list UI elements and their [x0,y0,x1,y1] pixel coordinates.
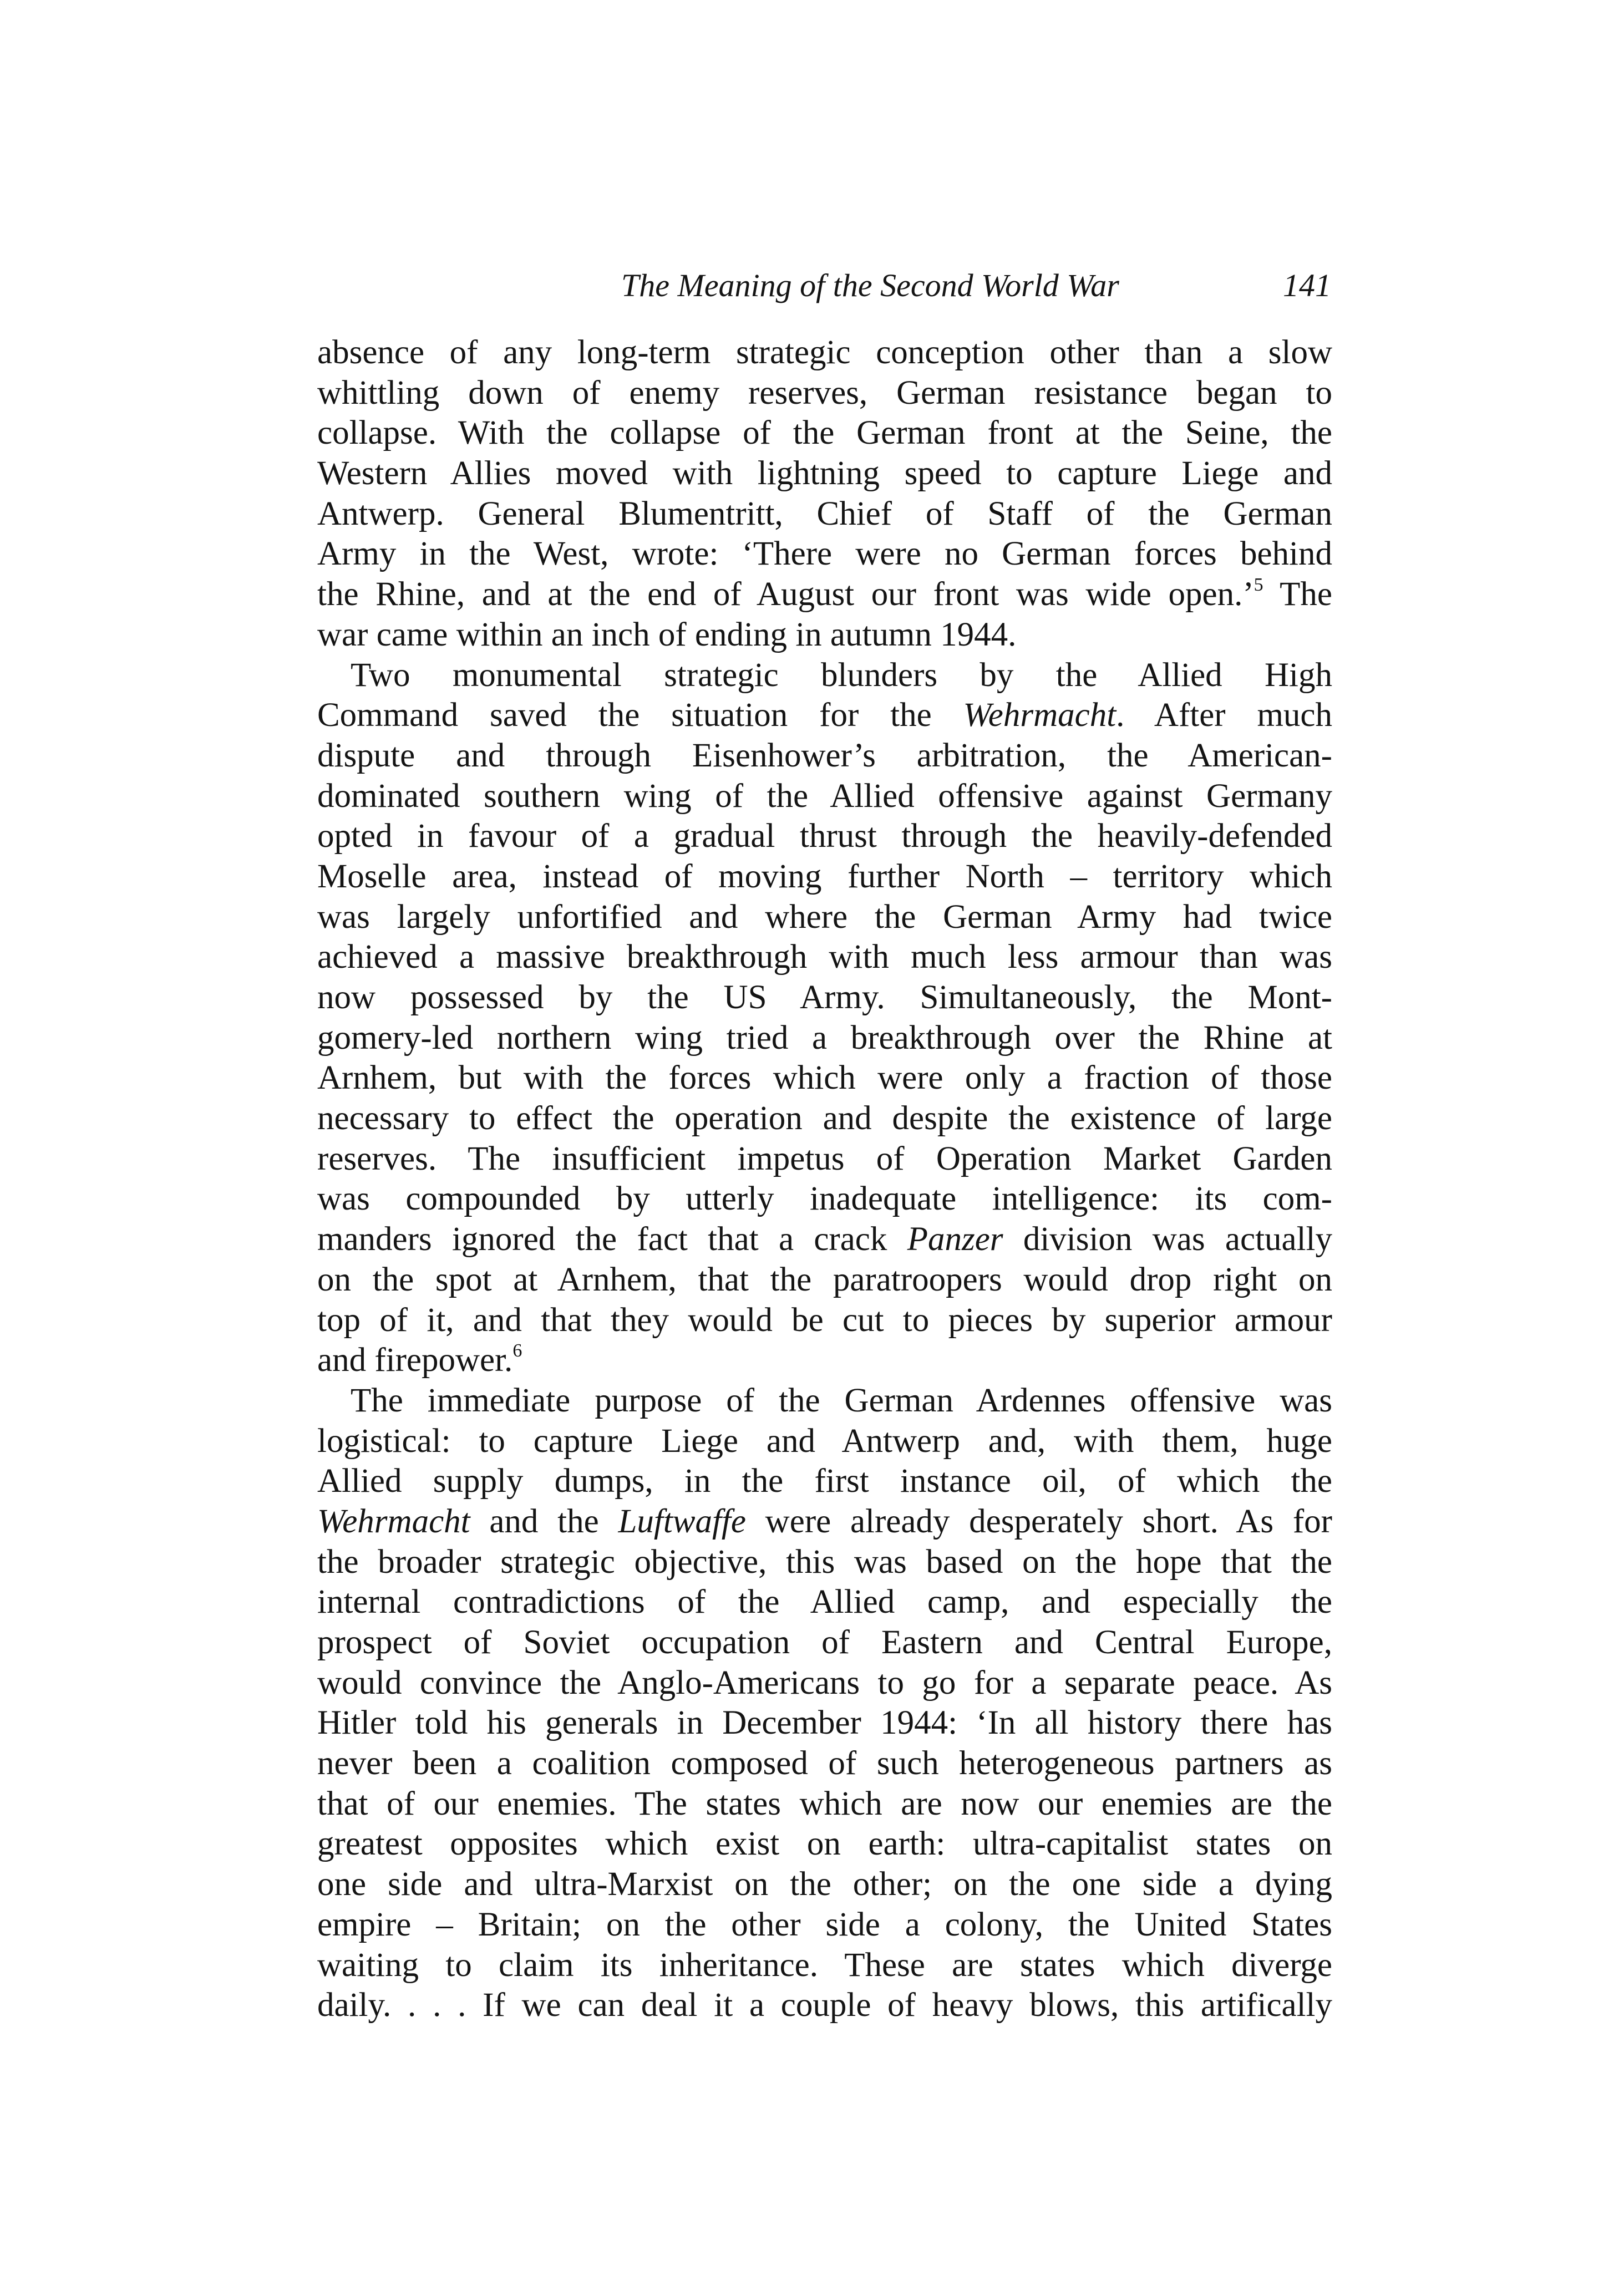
text-line: and firepower.$^6$ [317,1340,522,1379]
text-line: the Rhine, and at the end of August our front was wide open.’$^5$ The [317,575,1332,613]
text-line: daily. . . . If we can deal it a couple of heavy blows, this artifically [317,1987,1332,2024]
text-line: would convince the Anglo-Americans to go for a separate peace. As [317,1664,1332,1701]
text-line: logistical: to capture Liege and Antwerp and, with them, huge [317,1422,1332,1460]
text-line: Moselle area, instead of moving further North – territory which [317,857,1332,895]
page-number: 141 [1283,267,1331,303]
text-line: opted in favour of a gradual thrust through the heavily-defended [317,817,1332,855]
text-line: Wehrmacht and the Luftwaffe were already desperately short. As for [317,1502,1332,1540]
text-line: the broader strategic objective, this was based on the hope that the [317,1543,1332,1581]
text-line: dominated southern wing of the Allied offensive against Germany [317,777,1332,815]
text-line: empire – Britain; on the other side a colony, the United States [317,1906,1332,1943]
text-line: reserves. The insufficient impetus of Operation Market Garden [317,1140,1332,1177]
text-line: now possessed by the US Army. Simultaneously, the Mont- [317,979,1332,1016]
text-line: necessary to effect the operation and despite the existence of large [317,1100,1332,1137]
text-line: Command saved the situation for the Wehrmacht. After much [317,697,1333,734]
text-line: manders ignored the fact that a crack Panzer division was actually [317,1221,1332,1258]
text-line: internal contradictions of the Allied camp, and especially the [317,1583,1332,1621]
text-line: waiting to claim its inheritance. These are states which diverge [317,1946,1332,1984]
paragraph-2 [317,656,1332,1381]
text-line: was largely unfortified and where the German Army had twice [317,898,1332,936]
text-line: absence of any long-term strategic conception other than a slow [317,334,1332,371]
text-line: that of our enemies. The states which are now our enemies are the [317,1785,1332,1822]
text-line: Western Allies moved with lightning speed to capture Liege and [317,455,1332,492]
text-line: achieved a massive breakthrough with much less armour than was [317,938,1332,976]
text-line: The immediate purpose of the German Ardennes offensive was [351,1381,1332,1419]
text-line: Allied supply dumps, in the first instance oil, of which the [317,1462,1332,1500]
text-line: whittling down of enemy reserves, German resistance began to [317,374,1332,412]
text-line: greatest opposites which exist on earth: ultra-capitalist states on [317,1825,1332,1863]
text-line: Hitler told his generals in December 1944: ‘In all history there has [317,1704,1332,1742]
text-line: Antwerp. General Blumentritt, Chief of Staff of the German [317,495,1332,532]
text-line: on the spot at Arnhem, that the paratroopers would drop right on [317,1261,1332,1298]
text-line: one side and ultra-Marxist on the other; on the one side a dying [317,1866,1332,1903]
text-line: collapse. With the collapse of the German front at the Seine, the [317,414,1332,452]
text-line: Arnhem, but with the forces which were only a fraction of those [317,1059,1332,1097]
text-line: war came within an inch of ending in autumn 1944. [317,616,1017,653]
paragraph-1 [317,333,1332,656]
body-text [317,333,1332,2026]
running-head-title: The Meaning of the Second World War [621,267,1119,303]
text-line: was compounded by utterly inadequate intelligence: its com- [317,1180,1332,1218]
text-line: dispute and through Eisenhower’s arbitration, the American- [317,736,1332,774]
text-line: prospect of Soviet occupation of Eastern and Central Europe, [317,1624,1332,1661]
text-line: top of it, and that they would be cut to pieces by superior armour [317,1301,1332,1339]
text-line: gomery-led northern wing tried a breakthrough over the Rhine at [317,1019,1332,1056]
running-head [621,261,1331,311]
text-line: never been a coalition composed of such heterogeneous partners as [317,1745,1332,1782]
paragraph-3 [317,1381,1332,2026]
text-line: Army in the West, wrote: ‘There were no German forces behind [317,535,1332,573]
text-line: Two monumental strategic blunders by the Allied High [351,656,1332,694]
